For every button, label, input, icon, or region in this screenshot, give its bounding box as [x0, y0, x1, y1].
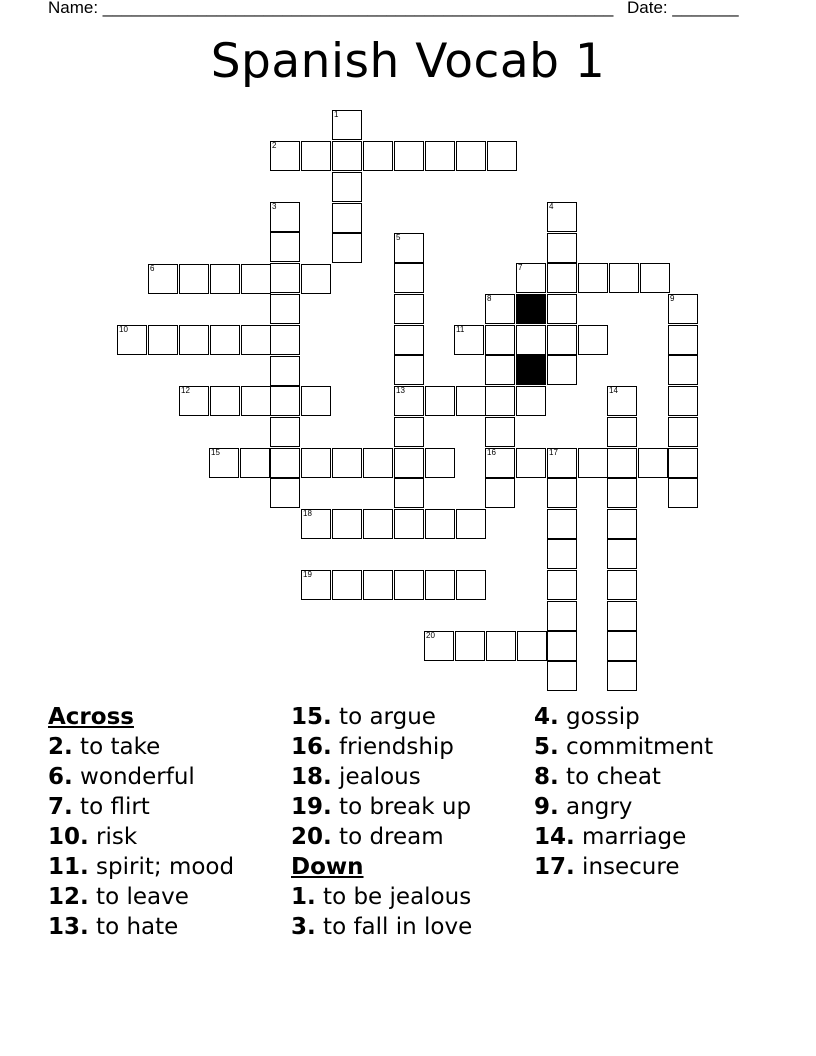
clue-item-text: insecure: [574, 854, 680, 880]
crossword-cell[interactable]: [210, 325, 240, 355]
clue-item: [534, 732, 713, 762]
clue-item: [291, 732, 472, 762]
crossword-cell[interactable]: [578, 448, 608, 478]
crossword-cell[interactable]: [117, 325, 147, 355]
clue-number: 18: [303, 509, 312, 518]
crossword-cell[interactable]: [607, 601, 637, 631]
crossword-cell[interactable]: [425, 448, 455, 478]
crossword-cell[interactable]: [668, 448, 698, 478]
crossword-cell[interactable]: [547, 661, 577, 691]
crossword-cell[interactable]: [301, 264, 331, 294]
crossword-cell[interactable]: [456, 141, 486, 171]
crossword-black-cell: [516, 294, 546, 324]
crossword-cell[interactable]: [363, 141, 393, 171]
crossword-cell[interactable]: [456, 570, 486, 600]
crossword-cell[interactable]: [148, 325, 178, 355]
crossword-cell[interactable]: [607, 478, 637, 508]
crossword-cell[interactable]: [547, 448, 577, 478]
crossword-cell[interactable]: [301, 509, 331, 539]
clue-item-number: 18.: [291, 764, 332, 790]
clue-item-text: to cheat: [558, 764, 661, 790]
crossword-cell[interactable]: [547, 631, 577, 661]
clue-item-number: 17.: [534, 854, 575, 880]
clue-number: 8: [487, 294, 492, 303]
clue-number: 3: [272, 202, 277, 211]
crossword-cell[interactable]: [394, 478, 424, 508]
clue-item-text: to fall in love: [315, 914, 473, 940]
crossword-cell[interactable]: [332, 203, 362, 233]
clue-item: [48, 762, 234, 792]
crossword-cell[interactable]: [607, 448, 637, 478]
crossword-cell[interactable]: [668, 386, 698, 416]
clue-number: 5: [396, 233, 401, 242]
clue-number: 7: [518, 263, 523, 272]
clue-item-text: to break up: [331, 794, 472, 820]
clue-item: [534, 702, 713, 732]
clue-item: [291, 762, 472, 792]
clue-item-number: 4.: [534, 704, 559, 730]
clue-item-text: to take: [72, 734, 161, 760]
clue-item-text: jealous: [331, 764, 421, 790]
crossword-cell[interactable]: [270, 386, 300, 416]
clue-item: [291, 822, 472, 852]
clue-number: 12: [181, 386, 190, 395]
crossword-cell[interactable]: [241, 386, 271, 416]
crossword-cell[interactable]: [148, 264, 178, 294]
crossword-cell[interactable]: [209, 448, 239, 478]
crossword-cell[interactable]: [241, 325, 271, 355]
crossword-cell[interactable]: [456, 386, 486, 416]
clue-item-text: wonderful: [72, 764, 195, 790]
clue-item-text: to leave: [88, 884, 189, 910]
crossword-cell[interactable]: [640, 263, 670, 293]
crossword-cell[interactable]: [609, 263, 639, 293]
clue-item-text: commitment: [558, 734, 714, 760]
crossword-cell[interactable]: [270, 202, 300, 232]
crossword-cell[interactable]: [547, 509, 577, 539]
crossword-cell[interactable]: [270, 263, 300, 293]
clue-item: [291, 912, 472, 942]
crossword-cell[interactable]: [547, 325, 577, 355]
crossword-cell[interactable]: [394, 570, 424, 600]
crossword-cell[interactable]: [270, 356, 300, 386]
crossword-cell[interactable]: [638, 448, 668, 478]
clue-item: [534, 792, 713, 822]
crossword-cell[interactable]: [454, 325, 484, 355]
clue-number: 11: [456, 325, 465, 334]
clue-item-text: to dream: [331, 824, 444, 850]
crossword-cell[interactable]: [547, 570, 577, 600]
crossword-cell[interactable]: [607, 661, 637, 691]
crossword-cell[interactable]: [547, 539, 577, 569]
clue-item-number: 19.: [291, 794, 332, 820]
clue-item: [48, 732, 234, 762]
date-field-label: Date: _______: [627, 0, 739, 17]
crossword-cell[interactable]: [516, 263, 546, 293]
clue-item: [534, 852, 713, 882]
clue-item-number: 2.: [48, 734, 73, 760]
crossword-cell[interactable]: [456, 509, 486, 539]
crossword-cell[interactable]: [241, 264, 271, 294]
crossword-cell[interactable]: [547, 478, 577, 508]
crossword-cell[interactable]: [547, 233, 577, 263]
crossword-cell[interactable]: [270, 417, 300, 447]
crossword-cell[interactable]: [394, 448, 424, 478]
crossword-cell[interactable]: [363, 570, 393, 600]
crossword-cell[interactable]: [485, 325, 515, 355]
crossword-cell[interactable]: [485, 355, 515, 385]
crossword-cell[interactable]: [394, 141, 424, 171]
crossword-cell[interactable]: [607, 539, 637, 569]
clue-item: [48, 792, 234, 822]
crossword-cell[interactable]: [332, 172, 362, 202]
clue-item-number: 13.: [48, 914, 89, 940]
crossword-cell[interactable]: [332, 110, 362, 140]
crossword-cell[interactable]: [668, 417, 698, 447]
page-title: Spanish Vocab 1: [210, 34, 606, 89]
crossword-cell[interactable]: [363, 448, 393, 478]
crossword-cell[interactable]: [547, 202, 577, 232]
clue-item-text: to argue: [331, 704, 436, 730]
clue-number: 10: [119, 325, 128, 334]
clue-item-text: to be jealous: [315, 884, 472, 910]
crossword-cell[interactable]: [270, 294, 300, 324]
crossword-cell[interactable]: [485, 478, 515, 508]
crossword-cell[interactable]: [516, 386, 546, 416]
clue-item-number: 10.: [48, 824, 89, 850]
crossword-cell[interactable]: [363, 509, 393, 539]
crossword-cell[interactable]: [394, 386, 424, 416]
clue-item-number: 8.: [534, 764, 559, 790]
crossword-cell[interactable]: [394, 294, 424, 324]
crossword-cell[interactable]: [485, 294, 515, 324]
crossword-black-cell: [516, 355, 546, 385]
clue-number: 6: [150, 264, 155, 273]
crossword-cell[interactable]: [547, 263, 577, 293]
crossword-cell[interactable]: [517, 631, 547, 661]
clue-number: 15: [211, 448, 220, 457]
clue-item: [48, 912, 234, 942]
crossword-cell[interactable]: [486, 631, 516, 661]
crossword-cell[interactable]: [301, 448, 331, 478]
crossword-cell[interactable]: [240, 448, 270, 478]
clue-item: [48, 882, 234, 912]
crossword-cell[interactable]: [668, 294, 698, 324]
crossword-cell[interactable]: [607, 509, 637, 539]
crossword-cell[interactable]: [668, 478, 698, 508]
clue-number: 19: [303, 570, 312, 579]
clue-number: 16: [487, 448, 496, 457]
crossword-cell[interactable]: [394, 355, 424, 385]
crossword-cell[interactable]: [179, 264, 209, 294]
crossword-cell[interactable]: [424, 631, 454, 661]
crossword-cell[interactable]: [332, 141, 362, 171]
crossword-cell[interactable]: [301, 386, 331, 416]
clue-item-number: 7.: [48, 794, 73, 820]
clue-item-text: marriage: [574, 824, 687, 850]
clue-item: [291, 792, 472, 822]
crossword-cell[interactable]: [425, 141, 455, 171]
crossword-cell[interactable]: [270, 448, 300, 478]
clue-column-2: [291, 702, 472, 942]
crossword-cell[interactable]: [210, 386, 240, 416]
crossword-cell[interactable]: [578, 325, 608, 355]
crossword-cell[interactable]: [394, 233, 424, 263]
crossword-cell[interactable]: [516, 325, 546, 355]
name-field-label: Name: ______________________________________________________: [48, 0, 614, 17]
crossword-cell[interactable]: [301, 570, 331, 600]
crossword-cell[interactable]: [485, 417, 515, 447]
crossword-cell[interactable]: [547, 355, 577, 385]
clue-number: 14: [609, 386, 618, 395]
crossword-cell[interactable]: [332, 233, 362, 263]
clue-item: [291, 702, 472, 732]
crossword-cell[interactable]: [394, 325, 424, 355]
clue-item-number: 15.: [291, 704, 332, 730]
clue-number: 13: [396, 386, 405, 395]
clue-item: [48, 822, 234, 852]
clue-number: 9: [670, 294, 675, 303]
clue-number: 2: [272, 141, 277, 150]
crossword-cell[interactable]: [332, 509, 362, 539]
clue-number: 17: [549, 448, 558, 457]
clue-heading: Across: [48, 704, 134, 730]
clue-number: 1: [334, 110, 339, 119]
crossword-cell[interactable]: [485, 448, 515, 478]
crossword-cell[interactable]: [516, 448, 546, 478]
crossword-cell[interactable]: [607, 570, 637, 600]
crossword-cell[interactable]: [425, 386, 455, 416]
clue-item-number: 1.: [291, 884, 316, 910]
crossword-cell[interactable]: [485, 386, 515, 416]
clue-item-number: 14.: [534, 824, 575, 850]
clue-item: [48, 852, 234, 882]
crossword-cell[interactable]: [270, 141, 300, 171]
crossword-cell[interactable]: [487, 141, 517, 171]
crossword-cell[interactable]: [332, 570, 362, 600]
clue-item-text: friendship: [331, 734, 454, 760]
clue-item-text: gossip: [558, 704, 640, 730]
crossword-cell[interactable]: [332, 448, 362, 478]
crossword-cell[interactable]: [179, 325, 209, 355]
crossword-cell[interactable]: [270, 232, 300, 262]
clue-number: 4: [549, 202, 554, 211]
clue-item-number: 5.: [534, 734, 559, 760]
clue-item-number: 11.: [48, 854, 89, 880]
clue-item-number: 20.: [291, 824, 332, 850]
crossword-cell[interactable]: [425, 509, 455, 539]
crossword-cell[interactable]: [668, 325, 698, 355]
clue-item-number: 3.: [291, 914, 316, 940]
clue-item-text: to hate: [88, 914, 179, 940]
crossword-cell[interactable]: [607, 417, 637, 447]
clue-item-text: spirit; mood: [88, 854, 235, 880]
clue-item: [291, 882, 472, 912]
crossword-cell[interactable]: [547, 601, 577, 631]
crossword-cell[interactable]: [668, 355, 698, 385]
clue-item: [534, 822, 713, 852]
crossword-cell[interactable]: [425, 570, 455, 600]
crossword-cell[interactable]: [547, 294, 577, 324]
clue-item-number: 6.: [48, 764, 73, 790]
clue-column-1: [48, 702, 234, 942]
clue-item-number: 12.: [48, 884, 89, 910]
clue-item-number: 16.: [291, 734, 332, 760]
crossword-cell[interactable]: [210, 264, 240, 294]
crossword-cell[interactable]: [394, 509, 424, 539]
crossword-cell[interactable]: [394, 417, 424, 447]
crossword-cell[interactable]: [607, 386, 637, 416]
clue-heading: Down: [291, 854, 364, 880]
clue-item-text: to flirt: [72, 794, 150, 820]
clue-item-text: angry: [558, 794, 633, 820]
clue-item: [534, 762, 713, 792]
clue-item-text: risk: [88, 824, 138, 850]
crossword-cell[interactable]: [270, 325, 300, 355]
crossword-cell[interactable]: [301, 141, 331, 171]
crossword-cell[interactable]: [455, 631, 485, 661]
crossword-cell[interactable]: [179, 386, 209, 416]
crossword-cell[interactable]: [270, 478, 300, 508]
clue-item-number: 9.: [534, 794, 559, 820]
crossword-cell[interactable]: [394, 263, 424, 293]
clue-column-3: [534, 702, 713, 882]
crossword-cell[interactable]: [607, 631, 637, 661]
crossword-cell[interactable]: [578, 263, 608, 293]
clue-number: 20: [426, 631, 435, 640]
